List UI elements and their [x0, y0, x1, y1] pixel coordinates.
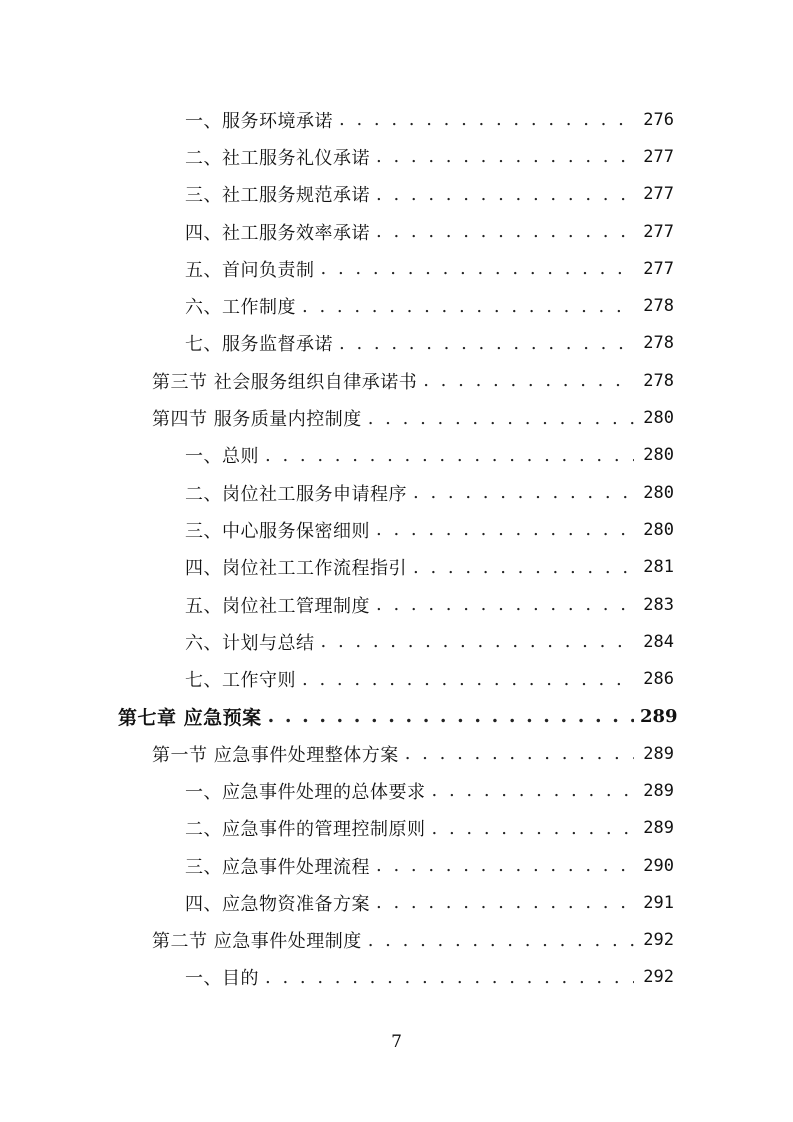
toc-dot-leader	[432, 818, 635, 839]
toc-entry-page: 280	[643, 445, 674, 466]
toc-dot-leader	[376, 184, 634, 205]
toc-entry-title: 一、服务环境承诺	[185, 110, 333, 132]
toc-entry[interactable]	[0, 772, 793, 809]
toc-dot-leader	[265, 967, 634, 988]
toc-dot-leader	[268, 705, 634, 727]
toc-dot-leader	[321, 631, 635, 652]
toc-entry[interactable]	[0, 586, 793, 623]
toc-dot-leader	[376, 594, 634, 615]
toc-entry-page: 276	[643, 109, 674, 130]
toc-entry-page: 277	[643, 146, 674, 167]
toc-entry-page: 278	[643, 370, 674, 391]
toc-entry[interactable]	[0, 474, 793, 511]
toc-dot-leader	[413, 482, 634, 503]
toc-entry-title: 三、社工服务规范承诺	[185, 185, 370, 207]
toc-entry[interactable]	[0, 735, 793, 772]
toc-entry[interactable]	[0, 138, 793, 175]
toc-entry[interactable]	[0, 884, 793, 921]
toc-dot-leader	[405, 743, 634, 764]
toc-entry-title: 三、中心服务保密细则	[185, 520, 370, 542]
toc-entry-title: 六、计划与总结	[185, 632, 315, 654]
toc-entry-page: 281	[643, 557, 674, 578]
toc-entry-title: 第一节 应急事件处理整体方案	[152, 744, 399, 766]
page-number: 7	[391, 1032, 402, 1052]
toc-entry-page: 283	[643, 594, 674, 615]
toc-entry-page: 277	[643, 258, 674, 279]
toc-entry-page: 289	[643, 818, 674, 839]
toc-dot-leader	[339, 333, 634, 354]
toc-entry-title: 四、岗位社工工作流程指引	[185, 558, 407, 580]
toc-dot-leader	[302, 669, 634, 690]
toc-entry[interactable]	[0, 959, 793, 996]
toc-entry[interactable]	[0, 511, 793, 548]
toc-entry-page: 292	[643, 967, 674, 988]
toc-dot-leader	[376, 519, 634, 540]
toc-entry-title: 二、应急事件的管理控制原则	[185, 819, 426, 841]
toc-entry[interactable]	[0, 623, 793, 660]
toc-entry-page: 289	[643, 743, 674, 764]
toc-dot-leader	[423, 370, 634, 391]
toc-dot-leader	[376, 892, 634, 913]
toc-dot-leader	[368, 930, 634, 951]
toc-entry[interactable]	[0, 399, 793, 436]
toc-entry-title: 第四节 服务质量内控制度	[152, 409, 362, 431]
toc-entry[interactable]	[0, 213, 793, 250]
toc-dot-leader	[368, 408, 634, 429]
toc-entry-page: 280	[643, 482, 674, 503]
toc-entry[interactable]	[0, 287, 793, 324]
toc-entry-page: 280	[643, 519, 674, 540]
toc-entry-title: 一、目的	[185, 968, 259, 990]
toc-dot-leader	[265, 445, 634, 466]
toc-entry-title: 一、应急事件处理的总体要求	[185, 781, 426, 803]
toc-entry-title: 五、岗位社工管理制度	[185, 595, 370, 617]
toc-entry-title: 四、应急物资准备方案	[185, 893, 370, 915]
toc-dot-leader	[413, 557, 634, 578]
toc-entry-title: 第七章 应急预案	[118, 706, 262, 729]
toc-entry-title: 四、社工服务效率承诺	[185, 222, 370, 244]
toc-dot-leader	[321, 258, 635, 279]
toc-dot-leader	[302, 296, 634, 317]
toc-entry-title: 五、首问负责制	[185, 259, 315, 281]
toc-entry-title: 二、岗位社工服务申请程序	[185, 483, 407, 505]
toc-dot-leader	[376, 221, 634, 242]
toc-entry-page: 286	[643, 669, 674, 690]
toc-entry-page: 289	[640, 705, 678, 727]
toc-entry[interactable]	[0, 176, 793, 213]
toc-entry-title: 一、总则	[185, 446, 259, 468]
toc-entry-page: 290	[643, 855, 674, 876]
toc-entry[interactable]	[0, 549, 793, 586]
toc-entry[interactable]	[0, 250, 793, 287]
toc-entry[interactable]	[0, 660, 793, 697]
toc-entry-page: 280	[643, 408, 674, 429]
toc-entry-page: 284	[643, 631, 674, 652]
toc-entry-title: 六、工作制度	[185, 297, 296, 319]
toc-dot-leader	[376, 855, 634, 876]
toc-entry[interactable]	[0, 810, 793, 847]
toc-entry-title: 第二节 应急事件处理制度	[152, 931, 362, 953]
toc-entry[interactable]	[0, 922, 793, 959]
toc-entry-page: 278	[643, 296, 674, 317]
toc-entry[interactable]	[0, 101, 793, 138]
toc-entry-title: 三、应急事件处理流程	[185, 856, 370, 878]
toc-entry[interactable]	[0, 437, 793, 474]
toc-entry-title: 七、服务监督承诺	[185, 334, 333, 356]
toc-entry-page: 278	[643, 333, 674, 354]
toc-entry-page: 277	[643, 184, 674, 205]
toc-entry-page: 289	[643, 780, 674, 801]
toc-entry-page: 292	[643, 930, 674, 951]
toc-entry-title: 第三节 社会服务组织自律承诺书	[152, 371, 418, 393]
toc-entry-page: 277	[643, 221, 674, 242]
toc-entry-title: 二、社工服务礼仪承诺	[185, 147, 370, 169]
toc-entry[interactable]	[0, 847, 793, 884]
toc-entry[interactable]	[0, 362, 793, 399]
toc-entry-chapter[interactable]	[0, 698, 793, 735]
table-of-contents	[0, 101, 793, 996]
toc-dot-leader	[339, 109, 634, 130]
toc-entry[interactable]	[0, 325, 793, 362]
toc-dot-leader	[432, 780, 635, 801]
toc-entry-title: 七、工作守则	[185, 670, 296, 692]
toc-dot-leader	[376, 146, 634, 167]
toc-entry-page: 291	[643, 892, 674, 913]
